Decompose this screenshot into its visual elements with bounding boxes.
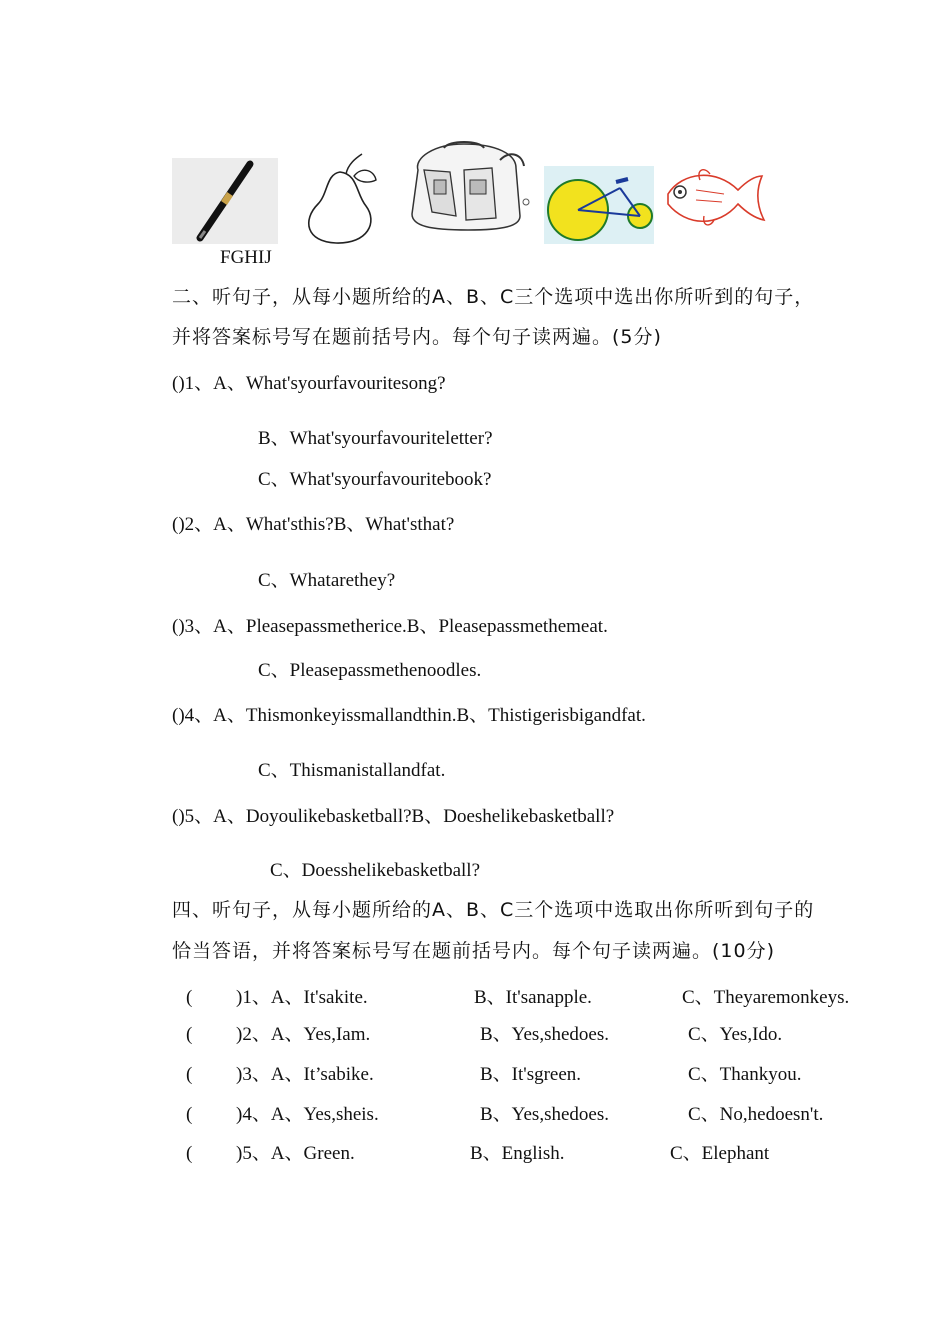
answer-number-option-a: )1、A、It'sakite. [236,987,368,1008]
q2-option-c: C、Whatarethey? [258,570,396,591]
answer-option-b: B、English. [470,1143,565,1164]
answer-option-c: C、Yes,Ido. [688,1024,783,1045]
pen-picture [172,158,278,244]
section2-title-line2: 并将答案标号写在题前括号内。每个句子读两遍。(5分) [172,326,662,348]
q2-options-ab: ()2、A、What'sthis?B、What'sthat? [172,514,455,535]
q4-options-ab: ()4、A、Thismonkeyissmallandthin.B、Thistigerisbigandfat. [172,705,646,726]
q1-option-c: C、What'syourfavouritebook? [258,469,492,490]
answer-option-c: C、Elephant [670,1143,770,1164]
q3-options-ab: ()3、A、Pleasepassmetherice.B、Pleasepassmethemeat. [172,616,608,637]
answer-blank-paren: ( [186,1143,193,1164]
q5-options-ab: ()5、A、Doyoulikebasketball?B、Doeshelikebasketball? [172,806,615,827]
answer-number-option-a: )4、A、Yes,sheis. [236,1104,379,1125]
answer-number-option-a: )5、A、Green. [236,1143,355,1164]
answer-number-option-a: )3、A、It’sabike. [236,1064,374,1085]
answer-option-b: B、Yes,shedoes. [480,1104,609,1125]
answer-option-b: B、It'sgreen. [480,1064,582,1085]
pear-picture [296,150,384,246]
answer-option-c: C、Theyaremonkeys. [682,987,850,1008]
q1-option-b: B、What'syourfavouriteletter? [258,428,493,449]
section4-title-line1: 四、听句子，从每小题所给的A、B、C三个选项中选取出你所听到句子的 [172,899,815,921]
answer-blank-paren: ( [186,987,193,1008]
answer-option-b: B、Yes,shedoes. [480,1024,609,1045]
answer-option-c: C、Thankyou. [688,1064,802,1085]
answer-option-c: C、No,hedoesn't. [688,1104,824,1125]
picture-letters: FGHIJ [220,247,272,268]
q4-option-c: C、Thismanistallandfat. [258,760,446,781]
bike-picture [544,166,654,244]
fish-picture [660,160,768,244]
answer-number-option-a: )2、A、Yes,Iam. [236,1024,371,1045]
answer-blank-paren: ( [186,1024,193,1045]
section4-title-line2: 恰当答语，并将答案标号写在题前括号内。每个句子读两遍。(10分) [172,940,776,962]
q3-option-c: C、Pleasepassmethenoodles. [258,660,482,681]
answer-blank-paren: ( [186,1064,193,1085]
schoolbag-picture [404,140,530,232]
answer-option-b: B、It'sanapple. [474,987,592,1008]
q1-option-a: ()1、A、What'syourfavouritesong? [172,373,446,394]
q5-option-c: C、Doesshelikebasketball? [270,860,481,881]
answer-blank-paren: ( [186,1104,193,1125]
section2-title-line1: 二、听句子，从每小题所给的A、B、C三个选项中选出你所听到的句子， [172,286,815,308]
